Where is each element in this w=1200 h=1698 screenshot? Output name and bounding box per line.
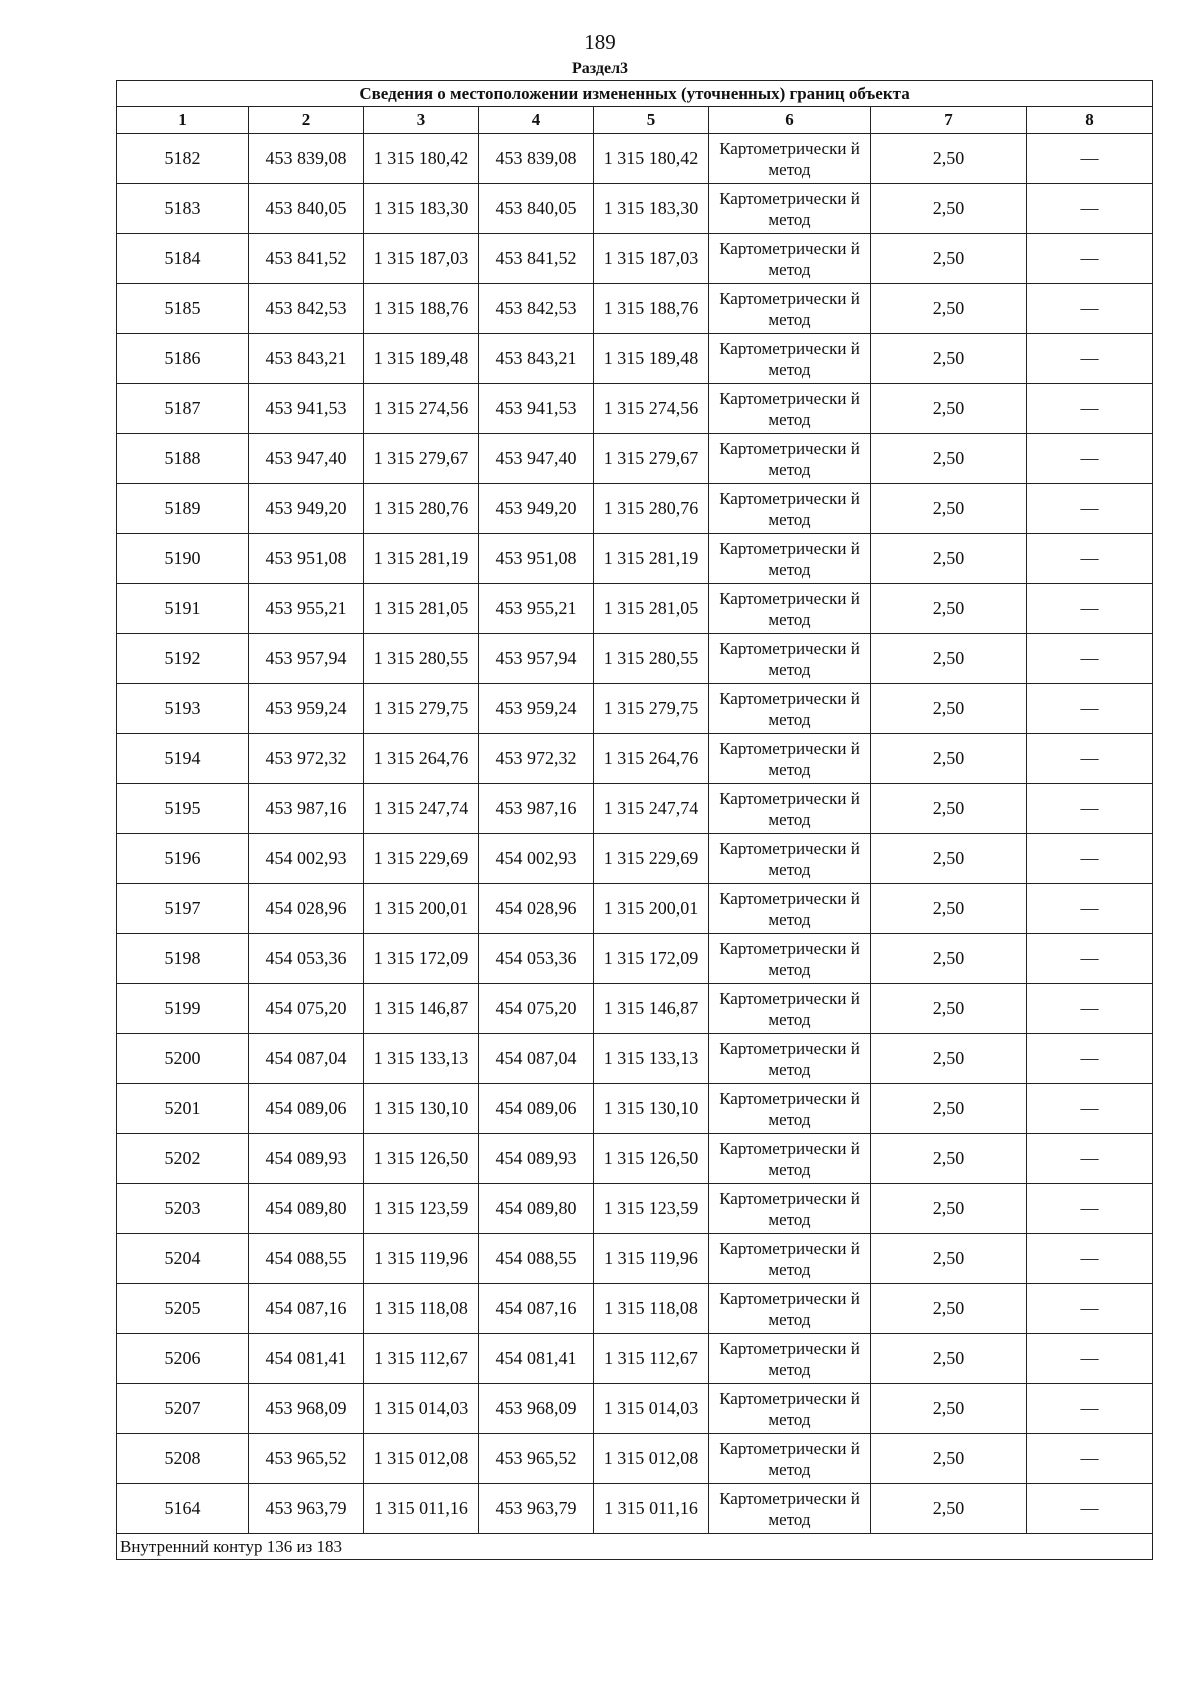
cell-note: — <box>1027 1134 1153 1184</box>
table-row <box>117 1034 1153 1084</box>
cell-x-old: 453 951,08 <box>249 534 364 584</box>
table-row <box>117 684 1153 734</box>
cell-method: Картометрически й метод <box>709 134 871 184</box>
cell-accuracy: 2,50 <box>871 634 1027 684</box>
cell-x-old: 454 087,16 <box>249 1284 364 1334</box>
cell-method: Картометрически й метод <box>709 384 871 434</box>
cell-accuracy: 2,50 <box>871 1134 1027 1184</box>
cell-x-new: 454 089,93 <box>479 1134 594 1184</box>
cell-y-new: 1 315 200,01 <box>594 884 709 934</box>
cell-note: — <box>1027 234 1153 284</box>
page-number: 189 <box>584 30 616 54</box>
table-body <box>117 134 1153 1534</box>
cell-method: Картометрически й метод <box>709 234 871 284</box>
cell-x-old: 453 840,05 <box>249 184 364 234</box>
cell-point-number: 5190 <box>117 534 249 584</box>
cell-y-old: 1 315 281,19 <box>364 534 479 584</box>
cell-point-number: 5199 <box>117 984 249 1034</box>
cell-note: — <box>1027 934 1153 984</box>
cell-accuracy: 2,50 <box>871 1084 1027 1134</box>
cell-method: Картометрически й метод <box>709 1434 871 1484</box>
cell-method: Картометрически й метод <box>709 484 871 534</box>
cell-y-old: 1 315 123,59 <box>364 1184 479 1234</box>
cell-x-new: 453 949,20 <box>479 484 594 534</box>
cell-accuracy: 2,50 <box>871 1184 1027 1234</box>
cell-note: — <box>1027 634 1153 684</box>
cell-accuracy: 2,50 <box>871 334 1027 384</box>
cell-method: Картометрически й метод <box>709 1134 871 1184</box>
cell-x-new: 453 839,08 <box>479 134 594 184</box>
cell-y-old: 1 315 274,56 <box>364 384 479 434</box>
table-row <box>117 434 1153 484</box>
cell-method: Картометрически й метод <box>709 1234 871 1284</box>
cell-x-old: 453 959,24 <box>249 684 364 734</box>
cell-x-old: 453 842,53 <box>249 284 364 334</box>
table-row <box>117 234 1153 284</box>
cell-note: — <box>1027 484 1153 534</box>
cell-x-new: 453 972,32 <box>479 734 594 784</box>
cell-accuracy: 2,50 <box>871 1434 1027 1484</box>
cell-x-new: 453 987,16 <box>479 784 594 834</box>
cell-x-old: 454 081,41 <box>249 1334 364 1384</box>
cell-accuracy: 2,50 <box>871 1034 1027 1084</box>
cell-point-number: 5188 <box>117 434 249 484</box>
table-row <box>117 1234 1153 1284</box>
cell-note: — <box>1027 1184 1153 1234</box>
cell-x-old: 453 987,16 <box>249 784 364 834</box>
cell-accuracy: 2,50 <box>871 384 1027 434</box>
cell-accuracy: 2,50 <box>871 1284 1027 1334</box>
table-row <box>117 1434 1153 1484</box>
cell-y-old: 1 315 200,01 <box>364 884 479 934</box>
cell-accuracy: 2,50 <box>871 534 1027 584</box>
cell-y-new: 1 315 012,08 <box>594 1434 709 1484</box>
cell-x-new: 453 965,52 <box>479 1434 594 1484</box>
column-number: 6 <box>709 107 871 134</box>
cell-x-new: 454 053,36 <box>479 934 594 984</box>
cell-method: Картометрически й метод <box>709 1484 871 1534</box>
cell-x-new: 453 959,24 <box>479 684 594 734</box>
cell-note: — <box>1027 584 1153 634</box>
cell-y-new: 1 315 274,56 <box>594 384 709 434</box>
cell-y-old: 1 315 264,76 <box>364 734 479 784</box>
cell-note: — <box>1027 734 1153 784</box>
cell-x-old: 453 941,53 <box>249 384 364 434</box>
cell-method: Картометрически й метод <box>709 634 871 684</box>
cell-note: — <box>1027 384 1153 434</box>
cell-note: — <box>1027 684 1153 734</box>
cell-accuracy: 2,50 <box>871 134 1027 184</box>
cell-point-number: 5196 <box>117 834 249 884</box>
cell-point-number: 5194 <box>117 734 249 784</box>
cell-point-number: 5164 <box>117 1484 249 1534</box>
cell-method: Картометрически й метод <box>709 1184 871 1234</box>
cell-x-new: 453 843,21 <box>479 334 594 384</box>
cell-y-new: 1 315 112,67 <box>594 1334 709 1384</box>
cell-method: Картометрически й метод <box>709 534 871 584</box>
column-number: 2 <box>249 107 364 134</box>
cell-point-number: 5193 <box>117 684 249 734</box>
cell-x-new: 453 963,79 <box>479 1484 594 1534</box>
cell-y-new: 1 315 172,09 <box>594 934 709 984</box>
cell-note: — <box>1027 1434 1153 1484</box>
cell-accuracy: 2,50 <box>871 684 1027 734</box>
table-row <box>117 584 1153 634</box>
column-number: 1 <box>117 107 249 134</box>
cell-method: Картометрически й метод <box>709 1034 871 1084</box>
cell-x-new: 454 088,55 <box>479 1234 594 1284</box>
cell-accuracy: 2,50 <box>871 784 1027 834</box>
cell-y-new: 1 315 264,76 <box>594 734 709 784</box>
cell-y-new: 1 315 187,03 <box>594 234 709 284</box>
cell-y-new: 1 315 281,05 <box>594 584 709 634</box>
cell-y-old: 1 315 188,76 <box>364 284 479 334</box>
cell-y-old: 1 315 146,87 <box>364 984 479 1034</box>
cell-x-old: 453 968,09 <box>249 1384 364 1434</box>
cell-point-number: 5195 <box>117 784 249 834</box>
cell-note: — <box>1027 334 1153 384</box>
cell-point-number: 5206 <box>117 1334 249 1384</box>
cell-point-number: 5201 <box>117 1084 249 1134</box>
cell-method: Картометрически й метод <box>709 934 871 984</box>
table-row <box>117 1184 1153 1234</box>
cell-x-old: 453 949,20 <box>249 484 364 534</box>
cell-note: — <box>1027 1034 1153 1084</box>
table-row <box>117 984 1153 1034</box>
cell-method: Картометрически й метод <box>709 184 871 234</box>
table-caption: Сведения о местоположении измененных (уточненных) границ объекта <box>117 81 1153 107</box>
cell-x-new: 454 089,80 <box>479 1184 594 1234</box>
cell-note: — <box>1027 1234 1153 1284</box>
cell-x-new: 454 087,16 <box>479 1284 594 1334</box>
cell-y-old: 1 315 229,69 <box>364 834 479 884</box>
cell-point-number: 5208 <box>117 1434 249 1484</box>
cell-accuracy: 2,50 <box>871 584 1027 634</box>
cell-point-number: 5186 <box>117 334 249 384</box>
cell-x-new: 453 941,53 <box>479 384 594 434</box>
cell-accuracy: 2,50 <box>871 734 1027 784</box>
cell-note: — <box>1027 884 1153 934</box>
cell-y-new: 1 315 247,74 <box>594 784 709 834</box>
cell-y-new: 1 315 146,87 <box>594 984 709 1034</box>
column-number: 5 <box>594 107 709 134</box>
cell-method: Картометрически й метод <box>709 884 871 934</box>
cell-y-old: 1 315 180,42 <box>364 134 479 184</box>
cell-y-new: 1 315 126,50 <box>594 1134 709 1184</box>
cell-point-number: 5197 <box>117 884 249 934</box>
cell-method: Картометрически й метод <box>709 1334 871 1384</box>
table-row <box>117 1284 1153 1334</box>
table-row <box>117 184 1153 234</box>
table-row <box>117 934 1153 984</box>
cell-x-new: 453 841,52 <box>479 234 594 284</box>
cell-point-number: 5200 <box>117 1034 249 1084</box>
cell-method: Картометрически й метод <box>709 1084 871 1134</box>
cell-method: Картометрически й метод <box>709 734 871 784</box>
cell-note: — <box>1027 984 1153 1034</box>
cell-x-old: 454 089,80 <box>249 1184 364 1234</box>
cell-method: Картометрически й метод <box>709 584 871 634</box>
column-number: 4 <box>479 107 594 134</box>
cell-y-old: 1 315 014,03 <box>364 1384 479 1434</box>
cell-x-old: 454 028,96 <box>249 884 364 934</box>
cell-x-old: 453 957,94 <box>249 634 364 684</box>
table-row <box>117 784 1153 834</box>
cell-note: — <box>1027 434 1153 484</box>
cell-y-old: 1 315 281,05 <box>364 584 479 634</box>
cell-point-number: 5205 <box>117 1284 249 1334</box>
table-row <box>117 334 1153 384</box>
cell-x-old: 453 839,08 <box>249 134 364 184</box>
cell-accuracy: 2,50 <box>871 984 1027 1034</box>
cell-note: — <box>1027 1484 1153 1534</box>
cell-y-new: 1 315 123,59 <box>594 1184 709 1234</box>
table-row <box>117 484 1153 534</box>
cell-note: — <box>1027 184 1153 234</box>
cell-y-new: 1 315 133,13 <box>594 1034 709 1084</box>
cell-method: Картометрически й метод <box>709 1384 871 1434</box>
cell-x-new: 454 028,96 <box>479 884 594 934</box>
cell-x-new: 453 951,08 <box>479 534 594 584</box>
cell-x-new: 454 089,06 <box>479 1084 594 1134</box>
cell-y-old: 1 315 012,08 <box>364 1434 479 1484</box>
cell-point-number: 5204 <box>117 1234 249 1284</box>
cell-x-old: 453 955,21 <box>249 584 364 634</box>
cell-x-new: 453 955,21 <box>479 584 594 634</box>
cell-point-number: 5191 <box>117 584 249 634</box>
cell-method: Картометрически й метод <box>709 284 871 334</box>
cell-point-number: 5182 <box>117 134 249 184</box>
cell-y-new: 1 315 280,55 <box>594 634 709 684</box>
cell-note: — <box>1027 1084 1153 1134</box>
cell-x-new: 454 002,93 <box>479 834 594 884</box>
cell-y-old: 1 315 172,09 <box>364 934 479 984</box>
cell-y-new: 1 315 119,96 <box>594 1234 709 1284</box>
cell-note: — <box>1027 1284 1153 1334</box>
cell-y-old: 1 315 011,16 <box>364 1484 479 1534</box>
table-row <box>117 534 1153 584</box>
cell-x-old: 453 841,52 <box>249 234 364 284</box>
cell-x-new: 453 968,09 <box>479 1384 594 1434</box>
cell-point-number: 5203 <box>117 1184 249 1234</box>
cell-method: Картометрически й метод <box>709 1284 871 1334</box>
cell-x-old: 453 972,32 <box>249 734 364 784</box>
cell-y-old: 1 315 280,76 <box>364 484 479 534</box>
cell-x-new: 454 087,04 <box>479 1034 594 1084</box>
cell-point-number: 5187 <box>117 384 249 434</box>
table-row <box>117 384 1153 434</box>
table-row <box>117 834 1153 884</box>
cell-y-old: 1 315 279,67 <box>364 434 479 484</box>
cell-accuracy: 2,50 <box>871 834 1027 884</box>
cell-x-new: 453 957,94 <box>479 634 594 684</box>
cell-x-old: 454 053,36 <box>249 934 364 984</box>
cell-y-old: 1 315 130,10 <box>364 1084 479 1134</box>
table-row <box>117 284 1153 334</box>
cell-accuracy: 2,50 <box>871 1384 1027 1434</box>
cell-x-old: 454 075,20 <box>249 984 364 1034</box>
table-row <box>117 1484 1153 1534</box>
cell-y-old: 1 315 280,55 <box>364 634 479 684</box>
column-number: 8 <box>1027 107 1153 134</box>
cell-point-number: 5189 <box>117 484 249 534</box>
cell-y-old: 1 315 112,67 <box>364 1334 479 1384</box>
cell-note: — <box>1027 784 1153 834</box>
table-row <box>117 1084 1153 1134</box>
cell-accuracy: 2,50 <box>871 934 1027 984</box>
cell-y-old: 1 315 119,96 <box>364 1234 479 1284</box>
column-number: 7 <box>871 107 1027 134</box>
cell-point-number: 5202 <box>117 1134 249 1184</box>
cell-y-new: 1 315 014,03 <box>594 1384 709 1434</box>
cell-y-new: 1 315 130,10 <box>594 1084 709 1134</box>
table-row <box>117 634 1153 684</box>
cell-note: — <box>1027 1334 1153 1384</box>
cell-x-old: 454 087,04 <box>249 1034 364 1084</box>
cell-method: Картометрически й метод <box>709 334 871 384</box>
cell-x-new: 453 840,05 <box>479 184 594 234</box>
cell-x-new: 453 947,40 <box>479 434 594 484</box>
cell-point-number: 5185 <box>117 284 249 334</box>
cell-x-old: 453 963,79 <box>249 1484 364 1534</box>
cell-note: — <box>1027 284 1153 334</box>
cell-y-new: 1 315 188,76 <box>594 284 709 334</box>
cell-x-new: 454 075,20 <box>479 984 594 1034</box>
cell-x-old: 454 002,93 <box>249 834 364 884</box>
cell-note: — <box>1027 834 1153 884</box>
table-row <box>117 1334 1153 1384</box>
cell-note: — <box>1027 134 1153 184</box>
cell-note: — <box>1027 534 1153 584</box>
cell-y-old: 1 315 183,30 <box>364 184 479 234</box>
cell-accuracy: 2,50 <box>871 434 1027 484</box>
table-row <box>117 884 1153 934</box>
cell-accuracy: 2,50 <box>871 1484 1027 1534</box>
cell-point-number: 5184 <box>117 234 249 284</box>
cell-point-number: 5192 <box>117 634 249 684</box>
table-row <box>117 134 1153 184</box>
cell-y-new: 1 315 229,69 <box>594 834 709 884</box>
cell-y-new: 1 315 011,16 <box>594 1484 709 1534</box>
cell-x-old: 453 947,40 <box>249 434 364 484</box>
column-number-row <box>117 107 1153 134</box>
cell-y-new: 1 315 281,19 <box>594 534 709 584</box>
cell-x-old: 454 088,55 <box>249 1234 364 1284</box>
cell-note: — <box>1027 1384 1153 1434</box>
cell-point-number: 5198 <box>117 934 249 984</box>
cell-y-new: 1 315 183,30 <box>594 184 709 234</box>
table-row <box>117 1134 1153 1184</box>
cell-x-old: 454 089,06 <box>249 1084 364 1134</box>
cell-accuracy: 2,50 <box>871 1234 1027 1284</box>
table-row <box>117 734 1153 784</box>
coordinates-table <box>116 80 1153 1560</box>
cell-accuracy: 2,50 <box>871 284 1027 334</box>
cell-point-number: 5207 <box>117 1384 249 1434</box>
cell-x-old: 453 965,52 <box>249 1434 364 1484</box>
cell-x-old: 453 843,21 <box>249 334 364 384</box>
cell-accuracy: 2,50 <box>871 884 1027 934</box>
cell-y-new: 1 315 280,76 <box>594 484 709 534</box>
column-number: 3 <box>364 107 479 134</box>
cell-y-old: 1 315 189,48 <box>364 334 479 384</box>
cell-y-old: 1 315 126,50 <box>364 1134 479 1184</box>
cell-y-new: 1 315 279,75 <box>594 684 709 734</box>
cell-accuracy: 2,50 <box>871 484 1027 534</box>
cell-y-old: 1 315 133,13 <box>364 1034 479 1084</box>
cell-y-old: 1 315 187,03 <box>364 234 479 284</box>
cell-method: Картометрически й метод <box>709 434 871 484</box>
cell-method: Картометрически й метод <box>709 684 871 734</box>
cell-method: Картометрически й метод <box>709 784 871 834</box>
cell-y-new: 1 315 279,67 <box>594 434 709 484</box>
cell-y-old: 1 315 118,08 <box>364 1284 479 1334</box>
cell-accuracy: 2,50 <box>871 184 1027 234</box>
cell-accuracy: 2,50 <box>871 1334 1027 1384</box>
contour-footer: Внутренний контур 136 из 183 <box>117 1534 1153 1560</box>
cell-accuracy: 2,50 <box>871 234 1027 284</box>
section-title: Раздел3 <box>571 60 629 77</box>
cell-y-old: 1 315 279,75 <box>364 684 479 734</box>
cell-x-new: 454 081,41 <box>479 1334 594 1384</box>
cell-x-new: 453 842,53 <box>479 284 594 334</box>
cell-y-new: 1 315 180,42 <box>594 134 709 184</box>
cell-method: Картометрически й метод <box>709 984 871 1034</box>
cell-y-old: 1 315 247,74 <box>364 784 479 834</box>
cell-x-old: 454 089,93 <box>249 1134 364 1184</box>
cell-method: Картометрически й метод <box>709 834 871 884</box>
cell-point-number: 5183 <box>117 184 249 234</box>
cell-y-new: 1 315 118,08 <box>594 1284 709 1334</box>
cell-y-new: 1 315 189,48 <box>594 334 709 384</box>
table-row <box>117 1384 1153 1434</box>
